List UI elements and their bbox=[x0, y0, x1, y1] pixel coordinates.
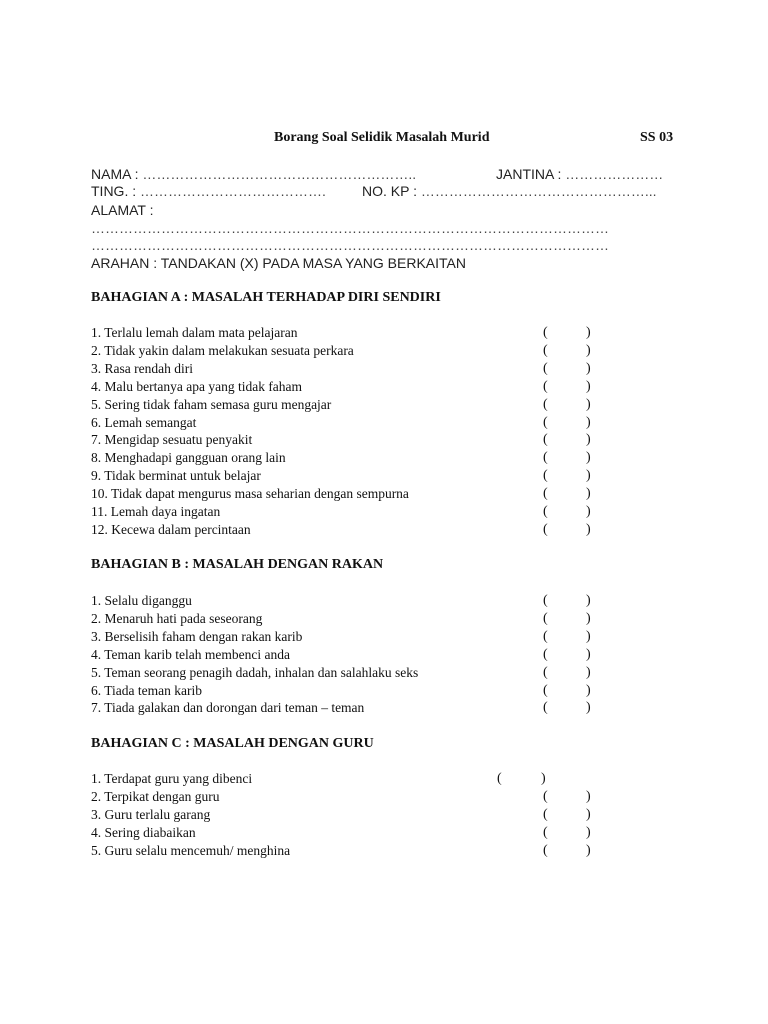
alamat-line-1[interactable]: ………………………………………………………………………………………………… bbox=[91, 220, 609, 236]
question-text: 4. Malu bertanya apa yang tidak faham bbox=[91, 378, 303, 394]
question-text: 4. Sering diabaikan bbox=[91, 824, 196, 840]
form-code: SS 03 bbox=[640, 130, 674, 145]
checkbox-open-paren: ( bbox=[543, 628, 548, 644]
checkbox-close-paren: ) bbox=[586, 806, 591, 822]
checkbox-close-paren: ) bbox=[586, 700, 591, 716]
checkbox-open-paren: ( bbox=[543, 646, 548, 662]
alamat-label: ALAMAT : bbox=[91, 202, 154, 218]
question-text: 3. Rasa rendah diri bbox=[91, 360, 193, 376]
checkbox-close-paren: ) bbox=[586, 682, 591, 698]
nokp-field[interactable]: …………………………………………... bbox=[420, 183, 657, 199]
checkbox-open-paren: ( bbox=[543, 521, 548, 537]
checkbox-close-paren: ) bbox=[586, 325, 591, 340]
question-text: 8. Menghadapi gangguan orang lain bbox=[91, 450, 286, 466]
nokp-row bbox=[362, 183, 657, 199]
checkbox-open-paren: ( bbox=[543, 842, 548, 858]
question-text: 7. Mengidap sesuatu penyakit bbox=[91, 432, 253, 448]
alamat-line-2[interactable]: ………………………………………………………………………………………………… bbox=[91, 237, 609, 253]
checkbox-close-paren: ) bbox=[586, 432, 591, 448]
checkbox-open-paren: ( bbox=[497, 771, 502, 786]
checkbox-open-paren: ( bbox=[543, 824, 548, 840]
checkbox-open-paren: ( bbox=[543, 700, 548, 716]
ting-row bbox=[91, 183, 326, 199]
checkbox-close-paren: ) bbox=[586, 842, 591, 858]
checkbox-open-paren: ( bbox=[543, 360, 548, 376]
checkbox-open-paren: ( bbox=[543, 396, 548, 412]
checkbox-open-paren: ( bbox=[543, 378, 548, 394]
checkbox-close-paren: ) bbox=[586, 396, 591, 412]
nama-field[interactable]: ………………………………………………….. bbox=[142, 166, 417, 182]
section-a-title: BAHAGIAN A : MASALAH TERHADAP DIRI SENDIRI bbox=[91, 290, 441, 305]
checkbox-close-paren: ) bbox=[586, 628, 591, 644]
question-text: 6. Lemah semangat bbox=[91, 414, 197, 430]
question-text: 1. Terlalu lemah dalam mata pelajaran bbox=[91, 325, 298, 340]
checkbox-close-paren: ) bbox=[586, 593, 591, 608]
question-text: 3. Guru terlalu garang bbox=[91, 806, 211, 822]
jantina-label: JANTINA : bbox=[496, 166, 562, 182]
checkbox-open-paren: ( bbox=[543, 325, 548, 340]
question-text: 1. Terdapat guru yang dibenci bbox=[91, 771, 253, 786]
checkbox-close-paren: ) bbox=[586, 788, 591, 804]
question-text: 11. Lemah daya ingatan bbox=[91, 504, 221, 519]
question-text: 6. Tiada teman karib bbox=[91, 682, 202, 698]
checkbox-close-paren: ) bbox=[586, 360, 591, 376]
nama-label: NAMA : bbox=[91, 166, 139, 182]
checkbox-open-paren: ( bbox=[543, 504, 548, 519]
question-text: 5. Teman seorang penagih dadah, inhalan dan salahlaku seks bbox=[91, 664, 419, 680]
checkbox-open-paren: ( bbox=[543, 610, 548, 626]
checkbox-open-paren: ( bbox=[543, 806, 548, 822]
section-b-title: BAHAGIAN B : MASALAH DENGAN RAKAN bbox=[91, 557, 384, 572]
jantina-field[interactable]: ………………… bbox=[565, 166, 664, 182]
ting-field[interactable]: …………………………………. bbox=[140, 183, 326, 199]
checkbox-close-paren: ) bbox=[586, 414, 591, 430]
question-text: 4. Teman karib telah membenci anda bbox=[91, 646, 290, 662]
checkbox-close-paren: ) bbox=[541, 771, 546, 786]
checkbox-close-paren: ) bbox=[586, 486, 591, 502]
question-text: 5. Sering tidak faham semasa guru mengajar bbox=[91, 396, 332, 412]
checkbox-close-paren: ) bbox=[586, 342, 591, 358]
checkbox-open-paren: ( bbox=[543, 432, 548, 448]
question-text: 7. Tiada galakan dan dorongan dari teman – teman bbox=[91, 700, 365, 716]
checkbox-close-paren: ) bbox=[586, 646, 591, 662]
checkbox-open-paren: ( bbox=[543, 414, 548, 430]
nama-row bbox=[91, 166, 416, 182]
checkbox-close-paren: ) bbox=[586, 824, 591, 840]
checkbox-open-paren: ( bbox=[543, 468, 548, 484]
question-text: 1. Selalu diganggu bbox=[91, 593, 192, 608]
checkbox-open-paren: ( bbox=[543, 486, 548, 502]
checkbox-close-paren: ) bbox=[586, 468, 591, 484]
checkbox-open-paren: ( bbox=[543, 664, 548, 680]
question-text: 3. Berselisih faham dengan rakan karib bbox=[91, 628, 303, 644]
question-text: 2. Tidak yakin dalam melakukan sesuata perkara bbox=[91, 342, 354, 358]
checkbox-close-paren: ) bbox=[586, 450, 591, 466]
checkbox-close-paren: ) bbox=[586, 504, 591, 519]
checkbox-close-paren: ) bbox=[586, 378, 591, 394]
question-text: 2. Terpikat dengan guru bbox=[91, 788, 220, 804]
checkbox-close-paren: ) bbox=[586, 664, 591, 680]
instruction-text: ARAHAN : TANDAKAN (X) PADA MASA YANG BERKAITAN bbox=[91, 255, 466, 271]
question-text: 2. Menaruh hati pada seseorang bbox=[91, 610, 263, 626]
checkbox-close-paren: ) bbox=[586, 610, 591, 626]
nokp-label: NO. KP : bbox=[362, 183, 417, 199]
form-title: Borang Soal Selidik Masalah Murid bbox=[274, 130, 490, 145]
question-text: 5. Guru selalu mencemuh/ menghina bbox=[91, 842, 291, 858]
checkbox-open-paren: ( bbox=[543, 682, 548, 698]
checkbox-close-paren: ) bbox=[586, 521, 591, 537]
question-text: 12. Kecewa dalam percintaan bbox=[91, 521, 251, 537]
ting-label: TING. : bbox=[91, 183, 137, 199]
checkbox-open-paren: ( bbox=[543, 593, 548, 608]
checkbox-open-paren: ( bbox=[543, 342, 548, 358]
jantina-row bbox=[496, 166, 663, 182]
checkbox-open-paren: ( bbox=[543, 450, 548, 466]
section-c-title: BAHAGIAN C : MASALAH DENGAN GURU bbox=[91, 736, 374, 751]
checkbox-open-paren: ( bbox=[543, 788, 548, 804]
question-text: 10. Tidak dapat mengurus masa seharian dengan sempurna bbox=[91, 486, 409, 502]
question-text: 9. Tidak berminat untuk belajar bbox=[91, 468, 261, 484]
